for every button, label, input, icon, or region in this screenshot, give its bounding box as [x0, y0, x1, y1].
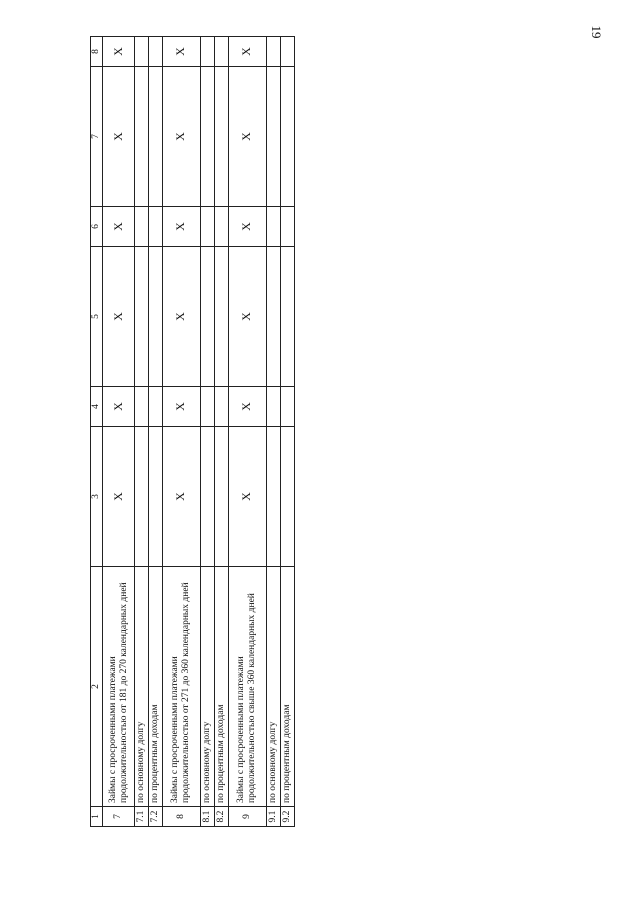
table-cell: X — [228, 387, 266, 427]
table-cell — [148, 67, 162, 207]
table-cell — [148, 37, 162, 67]
table-cell — [266, 387, 280, 427]
table-row — [103, 37, 135, 827]
table-cell — [135, 427, 149, 567]
table-cell: X — [162, 37, 200, 67]
table-cell: X — [228, 67, 266, 207]
row-number: 8.2 — [214, 807, 228, 827]
header-cell: 7 — [91, 67, 103, 207]
header-row — [91, 37, 103, 827]
row-number: 8 — [162, 807, 200, 827]
table-cell: X — [228, 427, 266, 567]
table-cell: X — [103, 37, 135, 67]
table-cell — [214, 387, 228, 427]
table-cell — [214, 207, 228, 247]
table-cell: X — [103, 247, 135, 387]
table-row — [162, 37, 200, 827]
table-cell — [200, 247, 214, 387]
table-cell — [135, 37, 149, 67]
row-number: 7.2 — [148, 807, 162, 827]
row-label: Займы с просроченными платежами продолжительностью свыше 360 календарных дней — [228, 567, 266, 807]
table-row — [228, 37, 266, 827]
table-cell — [214, 37, 228, 67]
row-label: по процентным доходам — [148, 567, 162, 807]
table-cell — [148, 207, 162, 247]
table-cell: X — [103, 387, 135, 427]
table-cell — [135, 67, 149, 207]
header-cell: 2 — [91, 567, 103, 807]
table-cell — [135, 207, 149, 247]
table-cell — [214, 427, 228, 567]
table-cell: X — [162, 387, 200, 427]
header-cell: 8 — [91, 37, 103, 67]
table-cell — [214, 247, 228, 387]
table-row — [148, 37, 162, 827]
header-cell: 4 — [91, 387, 103, 427]
header-cell: 5 — [91, 247, 103, 387]
overdue-loans-table — [90, 36, 295, 827]
table-row — [200, 37, 214, 827]
table-cell: X — [228, 207, 266, 247]
row-number: 7 — [103, 807, 135, 827]
table-cell — [266, 207, 280, 247]
table-cell: X — [103, 427, 135, 567]
row-number: 9.2 — [280, 807, 294, 827]
row-label: Займы с просроченными платежами продолжительностью от 271 до 360 календарных дней — [162, 567, 200, 807]
header-cell: 3 — [91, 427, 103, 567]
row-label: по основному долгу — [200, 567, 214, 807]
table-cell — [266, 37, 280, 67]
table-cell — [200, 67, 214, 207]
table-cell — [280, 67, 294, 207]
row-label: по основному долгу — [135, 567, 149, 807]
table-cell: X — [103, 67, 135, 207]
row-number: 9 — [228, 807, 266, 827]
table-row — [280, 37, 294, 827]
header-cell: 6 — [91, 207, 103, 247]
table-row — [135, 37, 149, 827]
header-cell: 1 — [91, 807, 103, 827]
table-cell: X — [228, 247, 266, 387]
table-cell — [280, 37, 294, 67]
table-cell — [280, 247, 294, 387]
table-cell — [200, 427, 214, 567]
rotated-table-container — [90, 37, 292, 827]
table-cell — [200, 207, 214, 247]
table-cell — [280, 207, 294, 247]
table-cell — [214, 67, 228, 207]
table-cell — [266, 247, 280, 387]
row-label: по процентным доходам — [280, 567, 294, 807]
table-cell: X — [162, 207, 200, 247]
table-cell: X — [162, 247, 200, 387]
table-cell — [280, 427, 294, 567]
row-number: 7.1 — [135, 807, 149, 827]
table-cell: X — [162, 427, 200, 567]
table-cell — [148, 387, 162, 427]
table-cell: X — [103, 207, 135, 247]
table-cell — [266, 427, 280, 567]
table-cell — [200, 37, 214, 67]
table-cell — [148, 247, 162, 387]
table-cell — [148, 427, 162, 567]
row-number: 8.1 — [200, 807, 214, 827]
row-label: по процентным доходам — [214, 567, 228, 807]
table-cell — [200, 387, 214, 427]
table-cell: X — [162, 67, 200, 207]
table-cell — [135, 247, 149, 387]
table-cell — [280, 387, 294, 427]
table-row — [214, 37, 228, 827]
row-label: по основному долгу — [266, 567, 280, 807]
row-number: 9.1 — [266, 807, 280, 827]
table-cell — [135, 387, 149, 427]
table-cell — [266, 67, 280, 207]
table-row — [266, 37, 280, 827]
page-number: 19 — [589, 25, 604, 39]
table-cell: X — [228, 37, 266, 67]
row-label: Займы с просроченными платежами продолжительностью от 181 до 270 календарных дней — [103, 567, 135, 807]
